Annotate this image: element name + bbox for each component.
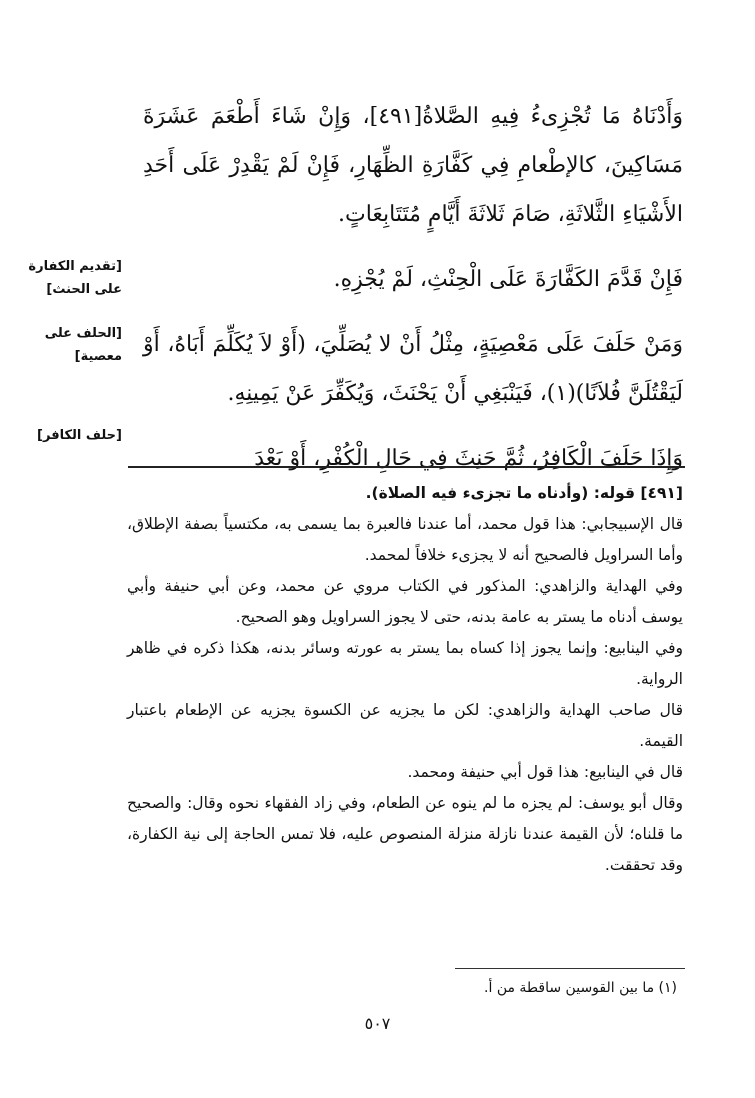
main-text: [143, 92, 683, 483]
commentary-paragraph: وفي الينابيع: وإنما يجوز إذا كساه بما يستر به عورته وسائر بدنه، هكذا ذكره في ظاهر الرواية.: [127, 639, 683, 688]
commentary-paragraph: قال صاحب الهداية والزاهدي: لكن ما يجزيه عن الكسوة يجزيه عن الإطعام باعتبار القيمة.: [127, 701, 683, 750]
main-paragraph-unbeliever-oath: وَإِذَا حَلَفَ الْكَافِرُ، ثُمَّ حَنِثَ فِي حَالِ الْكُفْرِ، أَوْ بَعْدَ: [254, 446, 683, 471]
margin-note-unbeliever-oath: [حلف الكافر]: [37, 428, 122, 443]
commentary-paragraph: وفي الهداية والزاهدي: المذكور في الكتاب مروي عن محمد، وعن أبي حنيفة وأبي يوسف أدناه ما يستر به عامة بدنه، حتى لا يجوز السراويل وهو الصحيح.: [127, 577, 683, 626]
footnote: (١) ما بين القوسين ساقطة من أ.: [484, 980, 677, 996]
divider-rule: [128, 466, 685, 468]
commentary-heading: [٤٩١] قوله: (وأدناه ما تجزىء فيه الصلاة).: [365, 484, 683, 502]
main-paragraph-advance-expiation: فَإِنْ قَدَّمَ الكَفَّارَةَ عَلَى الْحِنْثِ، لَمْ يُجْزِهِ.: [333, 267, 683, 292]
page-number: ٥٠٧: [364, 1014, 391, 1033]
commentary-paragraph: وقال أبو يوسف: لم يجزه ما لم ينوه عن الطعام، وفي زاد الفقهاء نحوه وقال: والصحيح ما قلناه؛ لأن القيمة عندنا نازلة منزلة المنصوص عليه، فلا تمس الحاجة إلى نية الكفارة، وقد تحققت.: [127, 794, 683, 874]
margin-note-advance-expiation: [تقديم الكفارة على الحنث]: [28, 259, 122, 297]
margin-note-oath-sin: [الحلف على معصية]: [44, 326, 122, 364]
commentary-paragraph: قال في الينابيع: هذا قول أبي حنيفة ومحمد.: [407, 763, 683, 781]
footnote-rule: [455, 968, 685, 969]
commentary: [127, 478, 683, 881]
main-paragraph-kaffara: وَأَدْنَاهُ مَا تُجْزِىءُ فِيهِ الصَّلاةُ[٤٩١]، وَإِنْ شَاءَ أَطْعَمَ عَشَرَةَ مَسَاكِينَ، كالإطْعامِ فِي كَفَّارَةِ الظِّهَارِ، فَإِنْ لَمْ يَقْدِرْ عَلَى أَحَدِ الأَشْيَاءِ الثَّلاثَةِ، صَامَ ثَلاثَةَ أَيَّامٍ مُتَتَابِعَاتٍ.: [143, 104, 684, 227]
main-paragraph-oath-sin: وَمَنْ حَلَفَ عَلَى مَعْصِيَةٍ، مِثْلُ أَنْ لا يُصَلِّيَ، (أَوْ لاَ يُكَلِّمَ أَبَاهُ، أَوْ لَيَقْتُلَنَّ فُلاَنًا)(١)، فَيَنْبَغِي أَنْ يَحْنَثَ، وَيُكَفِّرَ عَنْ يَمِينِهِ.: [143, 332, 683, 406]
commentary-paragraph: قال الإسبيجابي: هذا قول محمد، أما عندنا فالعبرة بما يسمى به، مكتسياً بصفة الإطلاق، وأما السراويل فالصحيح أنه لا يجزىء خلافاً لمحمد.: [127, 515, 683, 564]
